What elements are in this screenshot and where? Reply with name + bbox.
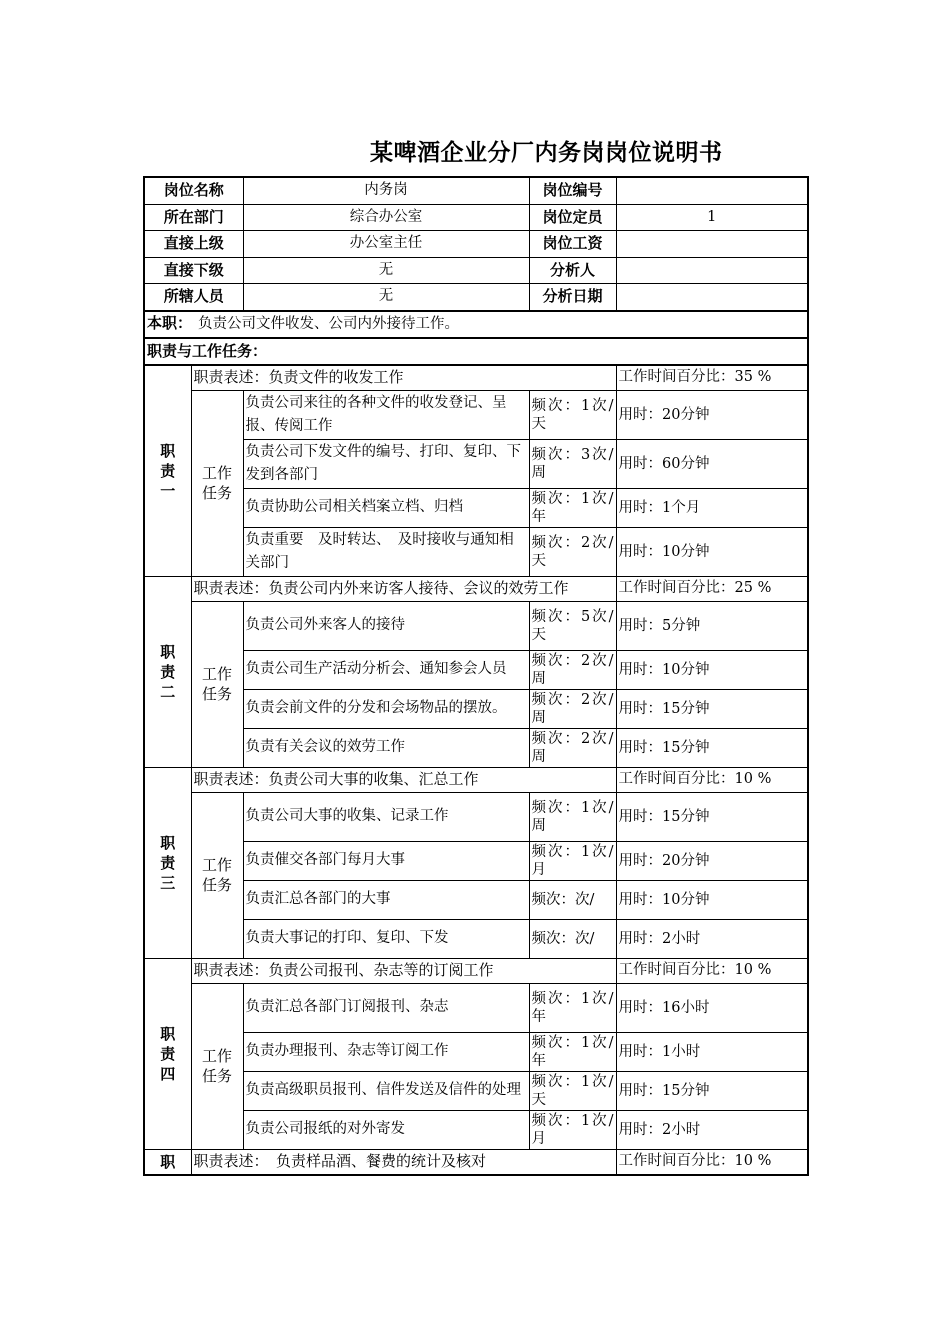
header-value: 综合办公室	[243, 204, 529, 231]
task-frequency: 频次：次/	[529, 880, 616, 919]
duty-time-percent: 工作时间百分比：10 %	[616, 767, 808, 792]
work-tasks-label-text: 工作任务	[201, 464, 232, 502]
task-row	[144, 841, 808, 880]
task-text: 负责公司生产活动分析会、通知参会人员	[243, 650, 529, 689]
task-frequency: 频次：1次/月	[529, 841, 616, 880]
task-time: 用时：5分钟	[616, 601, 808, 650]
header-row	[144, 284, 808, 311]
task-row	[144, 1071, 808, 1110]
task-frequency: 频次：1次/年	[529, 983, 616, 1032]
header-value: 办公室主任	[243, 231, 529, 258]
header-row	[144, 177, 808, 204]
duty-description: 职责表述：负责公司内外来访客人接待、会议的效劳工作	[191, 576, 616, 601]
header-label: 直接下级	[144, 257, 243, 284]
duty-time-percent: 工作时间百分比：10 %	[616, 1149, 808, 1175]
task-time: 用时：20分钟	[616, 390, 808, 439]
task-row	[144, 527, 808, 576]
header-label: 分析日期	[529, 284, 616, 311]
header-label: 岗位编号	[529, 177, 616, 204]
job-description-table	[143, 176, 807, 1176]
task-text: 负责汇总各部门订阅报刊、杂志	[243, 983, 529, 1032]
duty-description-row	[144, 1149, 808, 1175]
task-row	[144, 728, 808, 767]
task-text: 负责公司大事的收集、记录工作	[243, 792, 529, 841]
header-label: 直接上级	[144, 231, 243, 258]
header-value	[616, 177, 808, 204]
basic-duty	[144, 311, 808, 338]
task-row	[144, 689, 808, 728]
header-row	[144, 257, 808, 284]
task-row	[144, 488, 808, 527]
task-time: 用时：60分钟	[616, 439, 808, 488]
task-row	[144, 983, 808, 1032]
task-text: 负责公司外来客人的接待	[243, 601, 529, 650]
task-time: 用时：15分钟	[616, 1071, 808, 1110]
header-value: 1	[616, 204, 808, 231]
header-label: 岗位工资	[529, 231, 616, 258]
task-row	[144, 1032, 808, 1071]
duty-description-row	[144, 365, 808, 391]
task-time: 用时：16小时	[616, 983, 808, 1032]
duty-description: 职责表述： 负责样品酒、餐费的统计及核对	[191, 1149, 616, 1175]
work-tasks-label	[191, 983, 243, 1149]
basic-duty-row	[144, 311, 808, 338]
duty-description-row	[144, 958, 808, 983]
task-frequency: 频次：1次/天	[529, 390, 616, 439]
duty-label-text: 职责三	[160, 833, 176, 892]
task-text: 负责催交各部门每月大事	[243, 841, 529, 880]
task-frequency: 频次：2次/天	[529, 527, 616, 576]
task-text: 负责协助公司相关档案立档、归档	[243, 488, 529, 527]
task-time: 用时：10分钟	[616, 880, 808, 919]
task-text: 负责重要 及时转达、 及时接收与通知相关部门	[243, 527, 529, 576]
duty-label	[144, 365, 191, 577]
basic-duty-text: 负责公司文件收发、公司内外接待工作。	[198, 316, 460, 332]
task-text: 负责高级职员报刊、信件发送及信件的处理	[243, 1071, 529, 1110]
task-text: 负责汇总各部门的大事	[243, 880, 529, 919]
duty-label	[144, 958, 191, 1149]
basic-duty-label: 本职：	[147, 314, 193, 332]
task-row	[144, 792, 808, 841]
task-time: 用时：2小时	[616, 1110, 808, 1149]
duty-label	[144, 576, 191, 767]
duty-description: 职责表述：负责公司大事的收集、汇总工作	[191, 767, 616, 792]
task-row	[144, 601, 808, 650]
task-time: 用时：1个月	[616, 488, 808, 527]
header-label: 岗位定员	[529, 204, 616, 231]
header-label: 所辖人员	[144, 284, 243, 311]
duty-time-percent: 工作时间百分比：10 %	[616, 958, 808, 983]
task-time: 用时：20分钟	[616, 841, 808, 880]
duty-description: 职责表述：负责公司报刊、杂志等的订阅工作	[191, 958, 616, 983]
header-value: 内务岗	[243, 177, 529, 204]
duty-label-text: 职责四	[160, 1024, 176, 1083]
task-text: 负责有关会议的效劳工作	[243, 728, 529, 767]
task-text: 负责大事记的打印、复印、下发	[243, 919, 529, 958]
task-time: 用时：10分钟	[616, 650, 808, 689]
task-frequency: 频次：2次/周	[529, 689, 616, 728]
task-row	[144, 1110, 808, 1149]
page-title: 某啤酒企业分厂内务岗岗位说明书	[370, 140, 723, 166]
work-tasks-label-text: 工作任务	[201, 665, 232, 703]
duties-heading-row	[144, 338, 808, 365]
work-tasks-label-text: 工作任务	[201, 1047, 232, 1085]
header-row	[144, 231, 808, 258]
header-value: 无	[243, 284, 529, 311]
header-row	[144, 204, 808, 231]
task-text: 负责公司报纸的对外寄发	[243, 1110, 529, 1149]
task-frequency: 频次：2次/周	[529, 650, 616, 689]
task-row	[144, 390, 808, 439]
header-label: 分析人	[529, 257, 616, 284]
work-tasks-label	[191, 601, 243, 767]
task-frequency: 频次：3次/周	[529, 439, 616, 488]
duty-label-text: 职责二	[160, 642, 176, 701]
header-value	[616, 284, 808, 311]
task-frequency: 频次：2次/周	[529, 728, 616, 767]
duty-label-text: 职责一	[160, 441, 176, 500]
task-time: 用时：1小时	[616, 1032, 808, 1071]
header-value: 无	[243, 257, 529, 284]
duties-heading: 职责与工作任务：	[144, 338, 808, 365]
duty-description-row	[144, 576, 808, 601]
task-frequency: 频次：1次/天	[529, 1071, 616, 1110]
work-tasks-label	[191, 792, 243, 958]
task-time: 用时：10分钟	[616, 527, 808, 576]
header-value	[616, 231, 808, 258]
task-row	[144, 439, 808, 488]
task-frequency: 频次：1次/月	[529, 1110, 616, 1149]
task-time: 用时：15分钟	[616, 792, 808, 841]
duty-description: 职责表述：负责文件的收发工作	[191, 365, 616, 391]
header-label: 所在部门	[144, 204, 243, 231]
task-time: 用时：15分钟	[616, 728, 808, 767]
duty-label	[144, 767, 191, 958]
work-tasks-label	[191, 390, 243, 576]
header-value	[616, 257, 808, 284]
task-frequency: 频次：1次/年	[529, 488, 616, 527]
task-frequency: 频次：次/	[529, 919, 616, 958]
task-text: 负责公司来往的各种文件的收发登记、呈报、传阅工作	[243, 390, 529, 439]
task-text: 负责会前文件的分发和会场物品的摆放。	[243, 689, 529, 728]
duty-label: 职	[144, 1149, 191, 1175]
task-text: 负责办理报刊、杂志等订阅工作	[243, 1032, 529, 1071]
task-text: 负责公司下发文件的编号、打印、复印、下发到各部门	[243, 439, 529, 488]
duty-description-row	[144, 767, 808, 792]
header-label: 岗位名称	[144, 177, 243, 204]
task-row	[144, 880, 808, 919]
task-frequency: 频次：5次/天	[529, 601, 616, 650]
task-row	[144, 919, 808, 958]
task-row	[144, 650, 808, 689]
task-frequency: 频次：1次/年	[529, 1032, 616, 1071]
work-tasks-label-text: 工作任务	[201, 856, 232, 894]
task-time: 用时：2小时	[616, 919, 808, 958]
task-time: 用时：15分钟	[616, 689, 808, 728]
duty-time-percent: 工作时间百分比：35 %	[616, 365, 808, 391]
duty-time-percent: 工作时间百分比：25 %	[616, 576, 808, 601]
task-frequency: 频次：1次/周	[529, 792, 616, 841]
